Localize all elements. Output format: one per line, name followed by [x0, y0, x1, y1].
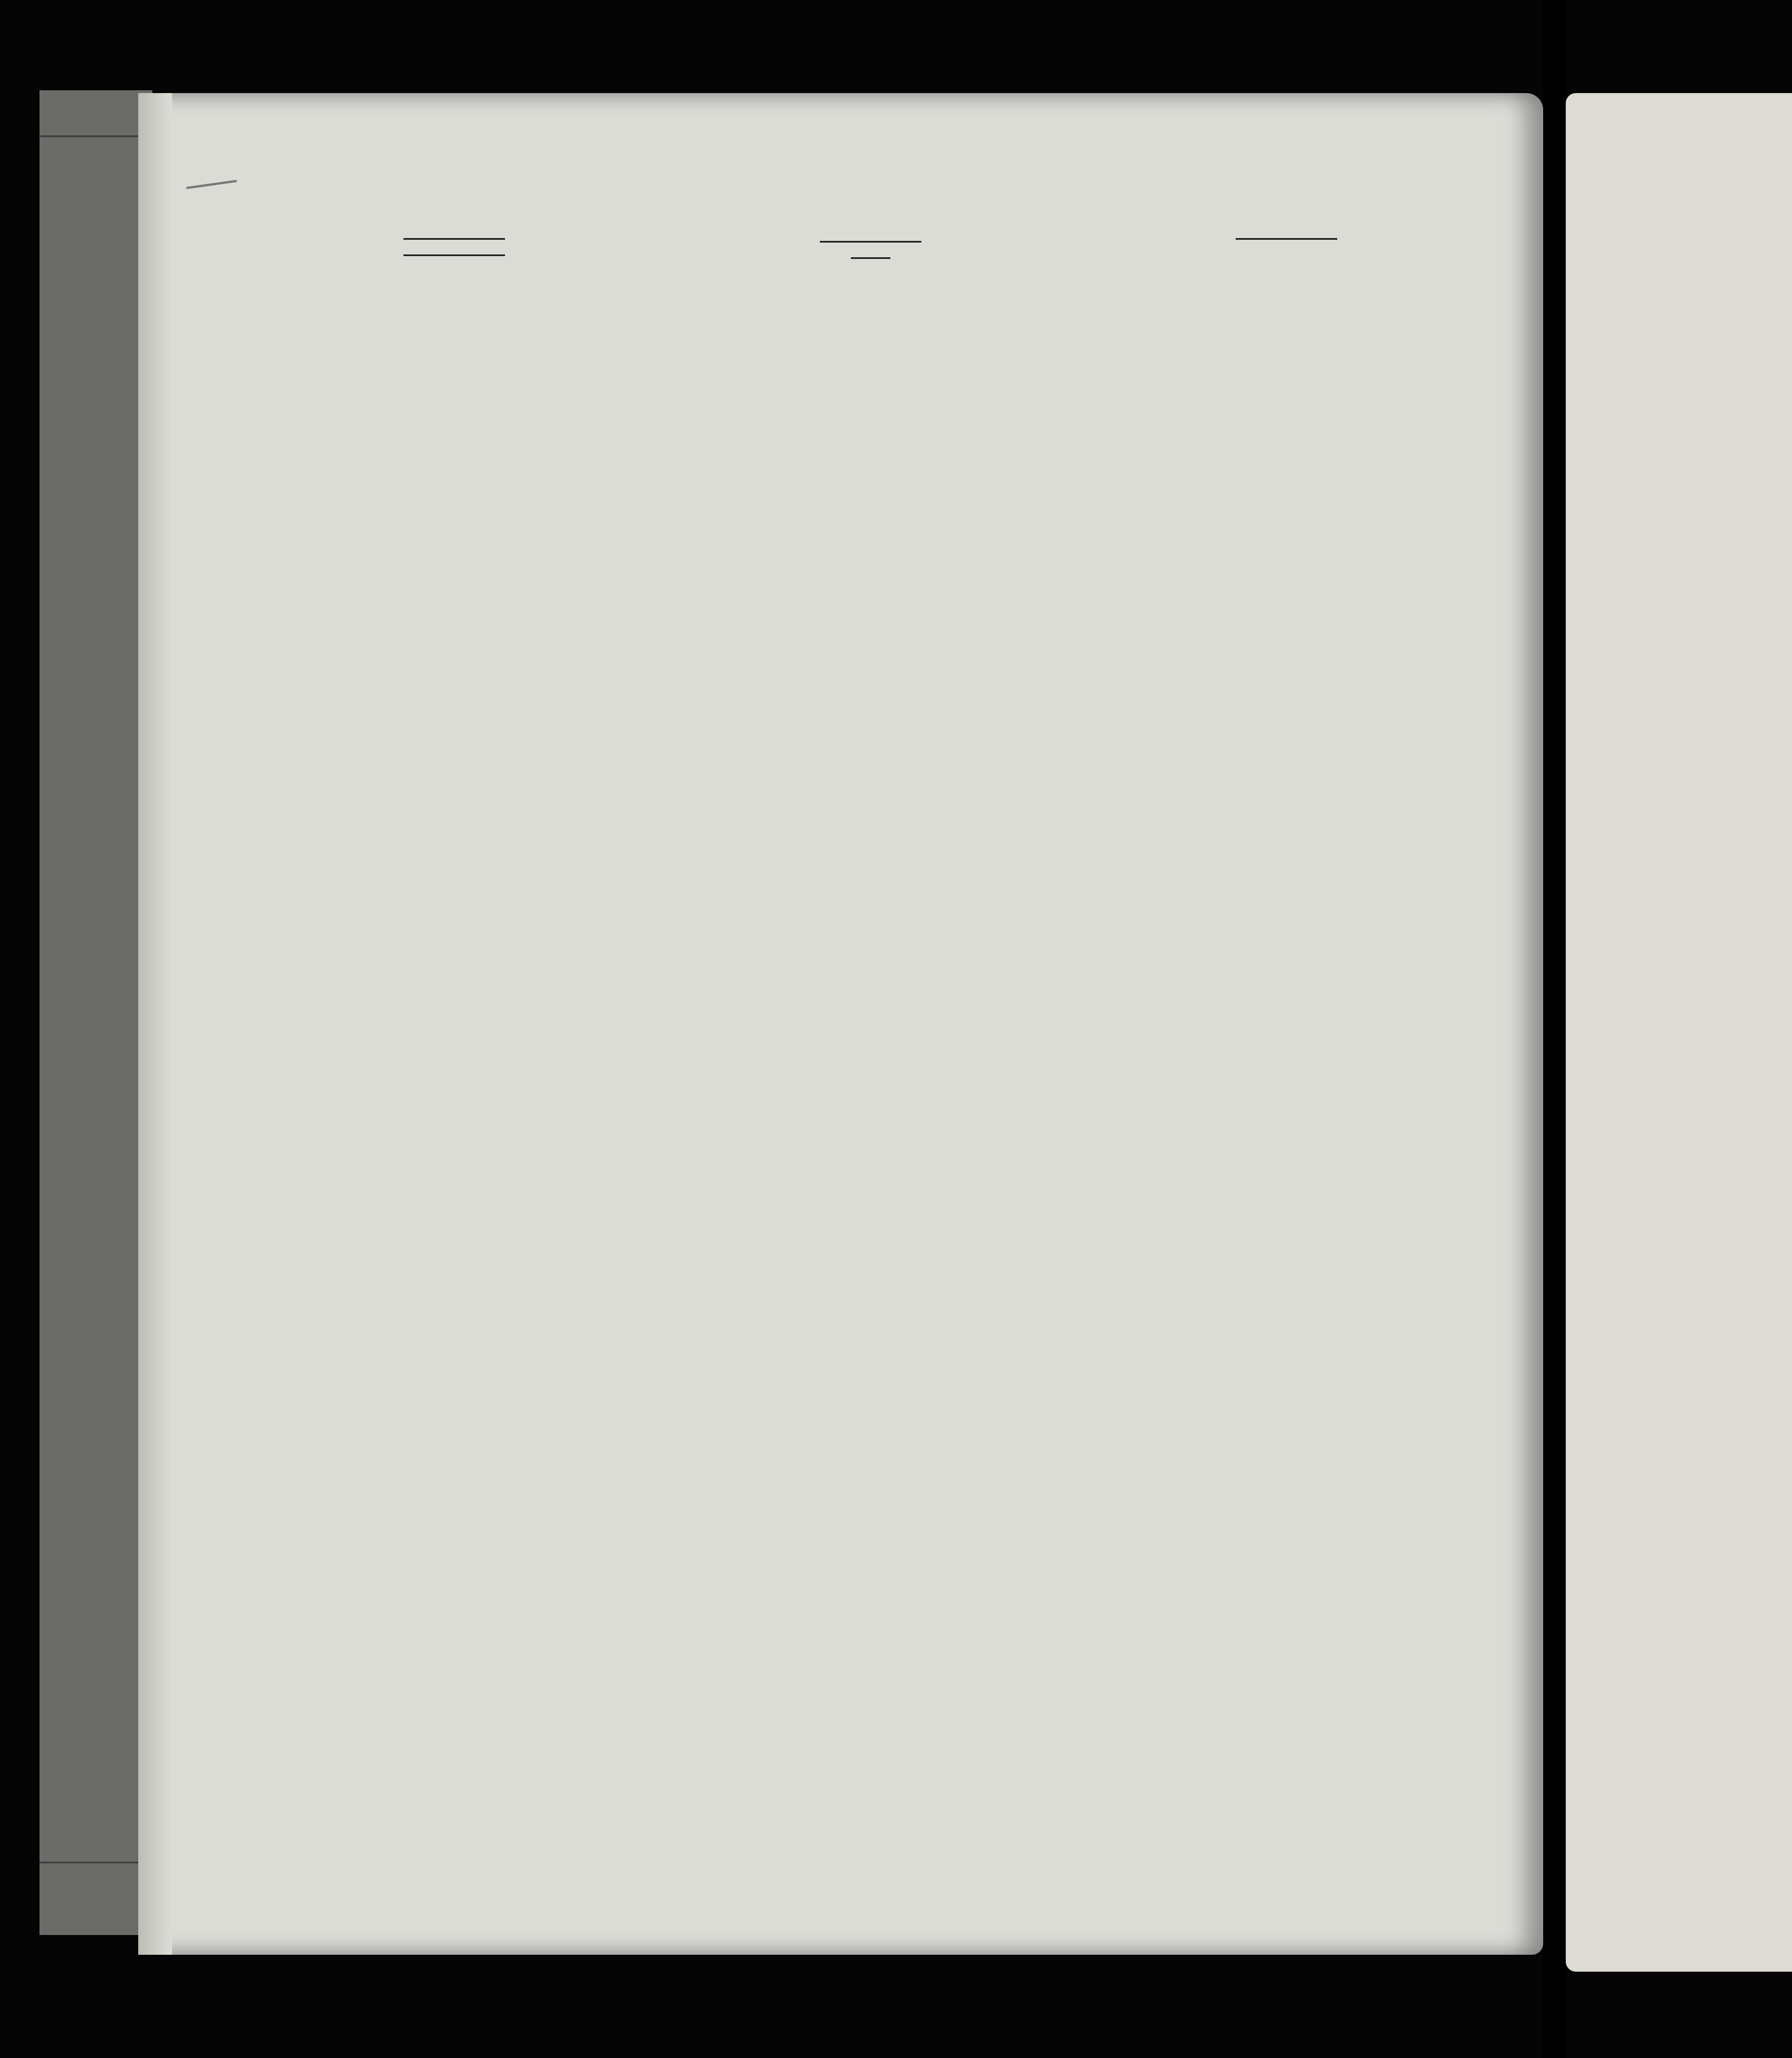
section-divider	[851, 257, 890, 259]
book-binding	[39, 90, 152, 1935]
section-divider	[1236, 238, 1337, 240]
column-3	[1086, 226, 1487, 254]
column-2	[677, 228, 1064, 274]
gutter-shadow	[1543, 0, 1566, 2058]
left-page	[138, 93, 1543, 1955]
column-1	[257, 226, 652, 271]
section-divider	[403, 238, 505, 240]
section-divider	[403, 254, 505, 256]
page-edge-shadow	[138, 93, 172, 1955]
right-page	[1566, 93, 1792, 1972]
section-divider	[820, 241, 921, 243]
